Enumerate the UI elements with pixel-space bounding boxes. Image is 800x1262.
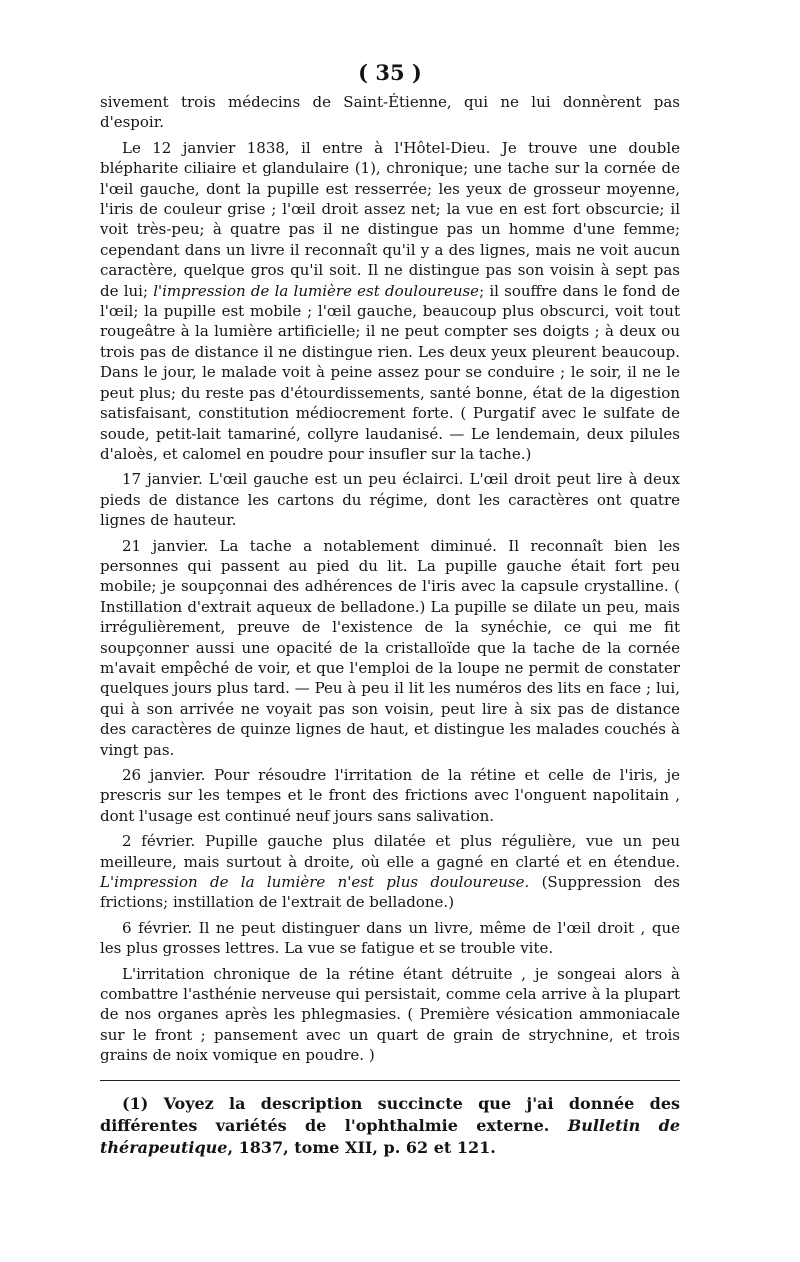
- text-run: L'irritation chronique de la rétine étant détruite , je songeai alors à combattre l'asthénie nerveuse qui persistait, comme cela arrive à la plupart de nos organes après les phlegmasies. ( Première vésication ammoniacale sur le front ; pansement avec un quart de grain de strychnine, et trois grains de noix vomique en poudre. ): [100, 964, 680, 1065]
- text-run: (Suppression des frictions; instillation de l'extrait de belladone.): [100, 873, 680, 912]
- text-run: 2 février. Pupille gauche plus dilatée et plus régulière, vue un peu meilleure, mais surtout à droite, où elle a gagné en clarté et en étendue.: [100, 832, 680, 871]
- text-run: 6 février. Il ne peut distinguer dans un livre, même de l'œil droit , que les plus grosses lettres. La vue se fatigue et se trouble vite.: [100, 918, 680, 958]
- italic-text: Bulletin de thérapeutique: [100, 1115, 680, 1157]
- text-run: 21 janvier. La tache a notablement diminué. Il reconnaît bien les personnes qui passent au pied du lit. La pupille gauche était fort peu mobile; je soupçonnai des adhérences de l'iris avec la capsule crystalline. ( Instillation d'extrait aqueux de belladone.) La pupille se dilate un peu, mais irrégulièrement, preuve de l'existence de la synéchie, ce qui me fit soupçonner aussi une opacité de la cristalloïde que la tache de la cornée m'avait empêché de voir, et que l'emploi de la loupe ne permit de constater quelques jours plus tard. — Peu à peu il lit les numéros des lits en face ; lui, qui à son arrivée ne voyait pas son voisin, peut lire à six pas de distance des caractères de quinze lignes de haut, et distingue les malades couchés à vingt pas.: [100, 536, 680, 759]
- book-page: [100, 60, 680, 1159]
- body-text: [100, 92, 680, 1066]
- italic-text: L'impression de la lumière n'est plus douloureuse.: [100, 873, 530, 892]
- paragraph: [100, 469, 680, 530]
- text-run: 26 janvier. Pour résoudre l'irritation de la rétine et celle de l'iris, je prescris sur les tempes et le front des frictions avec l'onguent napolitain , dont l'usage est continué neuf jours sans salivation.: [100, 766, 680, 825]
- paragraph: [100, 918, 680, 959]
- text-run: (1) Voyez la description succincte que j'ai donnée des différentes variétés de l'ophthalmie externe.: [100, 1093, 680, 1135]
- paragraph: [100, 964, 680, 1066]
- paragraph: [100, 831, 680, 913]
- paragraph: [100, 765, 680, 826]
- italic-text: l'impression de la lumière est douloureuse: [153, 281, 480, 300]
- footnote-rule: [100, 1080, 680, 1081]
- page-number: ( 35 ): [358, 60, 422, 85]
- text-run: , 1837, tome XII, p. 62 et 121.: [227, 1137, 496, 1157]
- paragraph: [100, 138, 680, 465]
- text-run: sivement trois médecins de Saint-Étienne, qui ne lui donnèrent pas d'espoir.: [100, 93, 680, 132]
- paragraph: [100, 92, 680, 133]
- text-run: Le 12 janvier 1838, il entre à l'Hôtel-Dieu. Je trouve une double blépharite ciliaire et glandulaire (1), chronique; une tache sur la cornée de l'œil gauche, dont la pupille est resserrée; les yeux de grosseur moyenne, l'iris de couleur grise ; l'œil droit assez net; la vue en est fort obscurcie; il voit très-peu; à quatre pas il ne distingue pas un homme d'une femme; cependant dans un livre il reconnaît qu'il y a des lignes, mais ne voit aucun caractère, quelque gros qu'il soit. Il ne distingue pas son voisin à sept pas de lui;: [100, 138, 680, 300]
- paragraph: [100, 536, 680, 760]
- footnote: [100, 1093, 680, 1159]
- text-run: 17 janvier. L'œil gauche est un peu éclairci. L'œil droit peut lire à deux pieds de distance les cartons du régime, dont les caractères ont quatre lignes de hauteur.: [100, 470, 680, 530]
- text-run: ; il souffre dans le fond de l'œil; la pupille est mobile ; l'œil gauche, beaucoup plus obscurci, voit tout rougeâtre à la lumière artificielle; il ne peut compter ses doigts ; à deux ou trois pas de distance il ne distingue rien. Les deux yeux pleurent beaucoup. Dans le jour, le malade voit à peine assez pour se conduire ; le soir, il ne le peut plus; du reste pas d'étourdissements, santé bonne, état de la digestion satisfaisant, constitution médiocrement forte. ( Purgatif avec le sulfate de soude, petit-lait tamariné, collyre laudanisé. — Le lendemain, deux pilules d'aloès, et calomel en poudre pour insufler sur la tache.): [100, 281, 680, 463]
